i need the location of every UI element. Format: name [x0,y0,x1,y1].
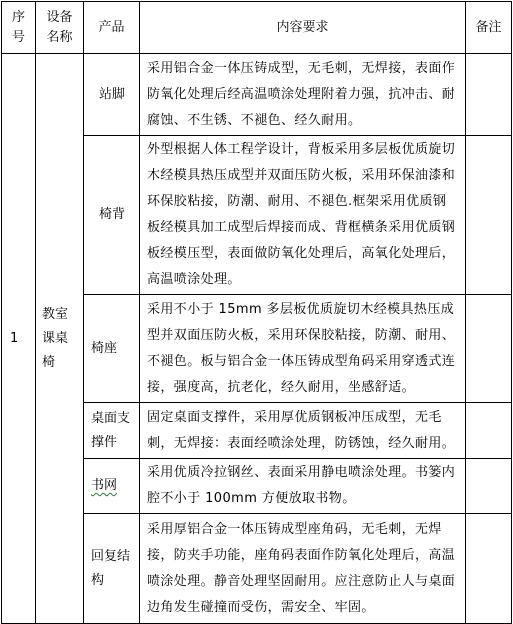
product-cell [84,295,140,403]
product-name: 椅背 [98,207,125,222]
product-cell [84,459,140,514]
product-cell [84,403,140,459]
header-category-line1: 设备 [46,9,73,25]
remark-cell [466,295,512,403]
header-seq-line2: 号 [11,29,25,45]
remark-cell [466,459,512,514]
remark-cell [466,136,512,295]
table-header-row [2,2,512,54]
product-name-line: 撑件 [91,434,118,450]
content-cell: 采用优质冷拉钢丝、表面采用静电喷涂处理。书篓内腔不小于 100mm 方便放取书物。 [140,459,466,514]
header-content: 内容要求 [140,2,466,54]
content-cell: 采用不小于 15mm 多层板优质旋切木经模具热压成型并双面压防火板，采用环保胶粘接，防潮、耐用、不褪色。板与铝合金一体压铸成型角码采用穿透式连接，强度高，抗老化，经久耐用，坐感舒适。 [140,295,466,403]
remark-cell [466,403,512,459]
content-cell: 固定桌面支撑件，采用厚优质钢板冲压成型，无毛刺，无焊接：表面经喷涂处理，防锈蚀，经久耐用。 [140,403,466,459]
category-cell [36,54,84,624]
header-seq [2,2,36,54]
product-name: 站脚 [98,86,125,102]
product-cell [84,54,140,136]
product-cell [84,514,140,624]
table-row [2,54,512,136]
content-cell: 采用厚铝合金一体压铸成型座角码，无毛刺，无焊接，防夹手功能，座角码表面作防氧化处理后，高温喷涂处理。静音处理坚固耐用。应注意防止人与桌面边角发生碰撞而受伤，需安全、牢固。 [140,514,466,624]
header-seq-line1: 序 [11,9,25,25]
header-product: 产品 [84,2,140,54]
row-seq-cell: 1 [2,54,36,624]
header-remark: 备注 [466,2,512,54]
requirements-table [1,1,512,624]
remark-cell [466,54,512,136]
category-line: 教室 [42,306,69,322]
product-name: 椅座 [91,340,118,356]
category-line: 课桌 [42,330,69,346]
content-cell: 外型根据人体工程学设计，背板采用多层板优质旋切木经模具热压成型并双面压防火板，采用环保油漆和环保胶粘接，防潮、耐用、不褪色.框架采用优质钢板经模具加工成型后焊接而成、背框横条采用优质钢板经模压型，表面做防氧化处理后，高氧化处理后，高温喷涂处理。 [140,136,466,295]
header-category [36,2,84,54]
header-category-line2: 名称 [46,29,73,45]
product-name-line: 回复结 [91,548,131,564]
category-line: 椅 [42,354,56,370]
product-cell [84,136,140,295]
product-name: 书网 [91,478,118,493]
product-name-line: 桌面支 [91,410,131,426]
product-name-line: 构 [91,572,105,588]
remark-cell [466,514,512,624]
content-cell: 采用铝合金一体压铸成型，无毛刺，无焊接，表面作防氧化处理后经高温喷涂处理附着力强，抗冲击、耐腐蚀、不生锈、不褪色、经久耐用。 [140,54,466,136]
